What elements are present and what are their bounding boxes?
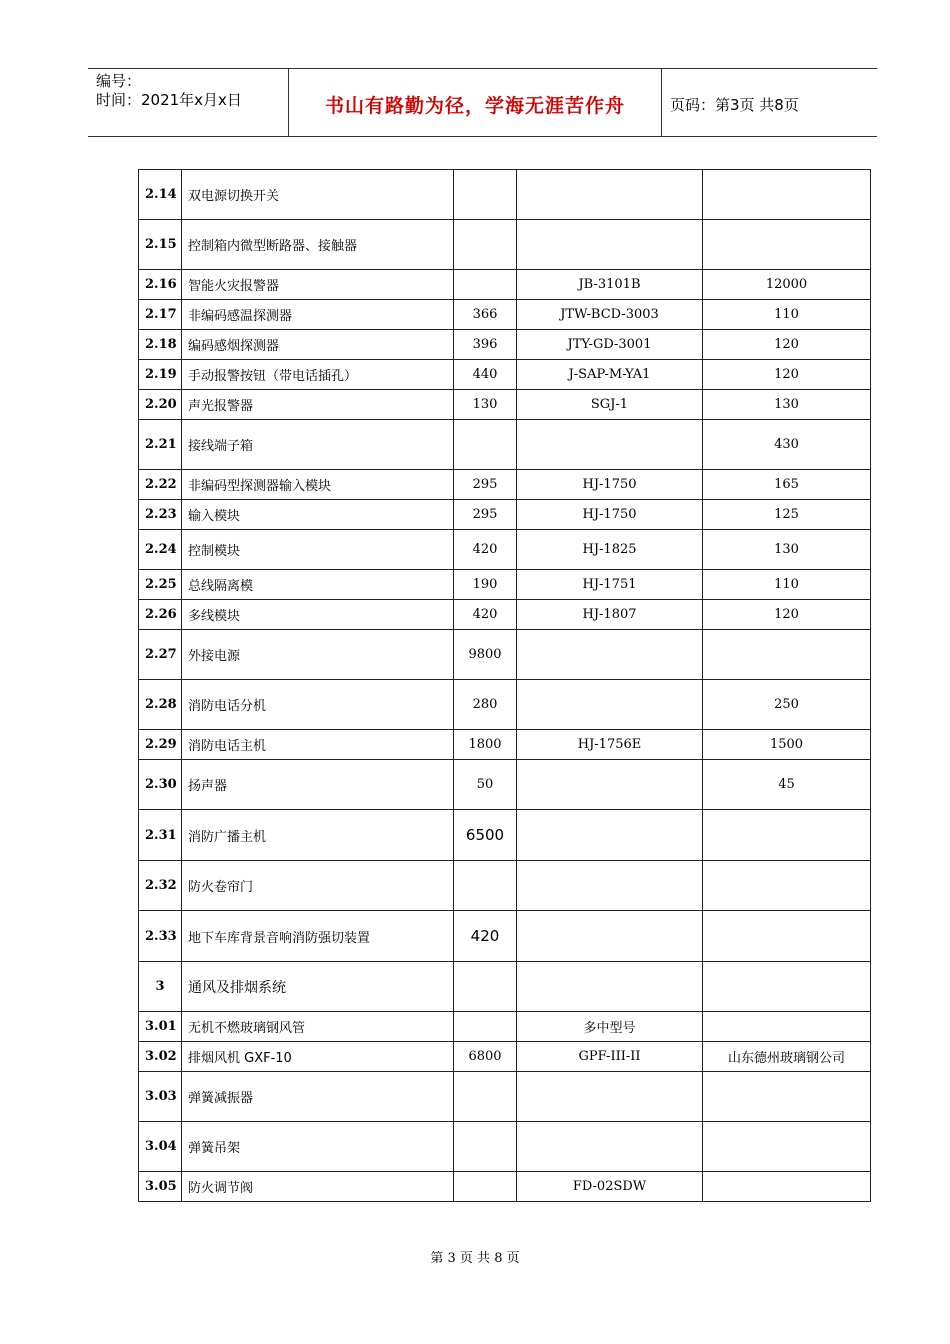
item-model: GPF-III-II xyxy=(517,1042,703,1072)
table-row xyxy=(139,760,871,810)
item-model: HJ-1825 xyxy=(517,530,703,570)
item-note: 45 xyxy=(703,760,871,810)
table-row xyxy=(139,810,871,861)
item-name: 双电源切换开关 xyxy=(182,170,454,220)
item-model xyxy=(517,1122,703,1172)
item-model: J-SAP-M-YA1 xyxy=(517,360,703,390)
item-note xyxy=(703,962,871,1012)
item-number: 2.14 xyxy=(139,170,182,220)
item-model: JTW-BCD-3003 xyxy=(517,300,703,330)
header-top-rule xyxy=(88,68,877,69)
item-value: 1800 xyxy=(454,730,517,760)
item-value: 9800 xyxy=(454,630,517,680)
table-row xyxy=(139,911,871,962)
item-note xyxy=(703,630,871,680)
item-number: 2.24 xyxy=(139,530,182,570)
item-value: 295 xyxy=(454,470,517,500)
item-value xyxy=(454,1172,517,1202)
item-model xyxy=(517,911,703,962)
item-value xyxy=(454,861,517,911)
item-name: 防火调节阀 xyxy=(182,1172,454,1202)
item-name: 接线端子箱 xyxy=(182,420,454,470)
item-model xyxy=(517,861,703,911)
header-divider xyxy=(661,68,662,137)
item-model: HJ-1807 xyxy=(517,600,703,630)
item-model: SGJ-1 xyxy=(517,390,703,420)
table-row xyxy=(139,600,871,630)
item-note xyxy=(703,810,871,861)
item-number: 3.03 xyxy=(139,1072,182,1122)
item-note: 130 xyxy=(703,390,871,420)
item-number: 3.05 xyxy=(139,1172,182,1202)
item-value: 130 xyxy=(454,390,517,420)
item-name: 编码感烟探测器 xyxy=(182,330,454,360)
item-value: 420 xyxy=(454,600,517,630)
item-number: 2.32 xyxy=(139,861,182,911)
item-number: 3.01 xyxy=(139,1012,182,1042)
item-model: JB-3101B xyxy=(517,270,703,300)
item-note: 1500 xyxy=(703,730,871,760)
item-number: 2.33 xyxy=(139,911,182,962)
item-note xyxy=(703,861,871,911)
item-value: 440 xyxy=(454,360,517,390)
item-name: 弹簧减振器 xyxy=(182,1072,454,1122)
table-row xyxy=(139,270,871,300)
item-name: 非编码感温探测器 xyxy=(182,300,454,330)
item-name: 外接电源 xyxy=(182,630,454,680)
item-note xyxy=(703,1122,871,1172)
page-footer: 第 3 页 共 8 页 xyxy=(430,1251,520,1266)
equipment-table xyxy=(138,169,871,1202)
item-model: HJ-1750 xyxy=(517,500,703,530)
item-number: 2.29 xyxy=(139,730,182,760)
item-note: 120 xyxy=(703,600,871,630)
table-row xyxy=(139,530,871,570)
table-row xyxy=(139,1072,871,1122)
item-name: 手动报警按钮（带电话插孔） xyxy=(182,360,454,390)
table-row xyxy=(139,390,871,420)
item-number: 2.31 xyxy=(139,810,182,861)
item-number: 2.23 xyxy=(139,500,182,530)
table-row xyxy=(139,420,871,470)
item-number: 2.16 xyxy=(139,270,182,300)
header-motto: 书山有路勤为径，学海无涯苦作舟 xyxy=(324,95,625,117)
item-number: 2.30 xyxy=(139,760,182,810)
table-row xyxy=(139,500,871,530)
item-model: FD-02SDW xyxy=(517,1172,703,1202)
item-value: 366 xyxy=(454,300,517,330)
item-value xyxy=(454,1122,517,1172)
item-note xyxy=(703,220,871,270)
item-note: 165 xyxy=(703,470,871,500)
item-note xyxy=(703,911,871,962)
item-name: 消防电话分机 xyxy=(182,680,454,730)
item-name: 多线模块 xyxy=(182,600,454,630)
item-model xyxy=(517,680,703,730)
item-value xyxy=(454,420,517,470)
item-number: 2.17 xyxy=(139,300,182,330)
item-value xyxy=(454,962,517,1012)
item-note: 130 xyxy=(703,530,871,570)
item-value: 420 xyxy=(454,911,517,962)
item-note xyxy=(703,1172,871,1202)
item-value: 280 xyxy=(454,680,517,730)
item-number: 2.19 xyxy=(139,360,182,390)
header-bottom-rule xyxy=(88,136,877,137)
table-row xyxy=(139,220,871,270)
item-value xyxy=(454,170,517,220)
item-name: 消防广播主机 xyxy=(182,810,454,861)
item-model: HJ-1756E xyxy=(517,730,703,760)
item-model: HJ-1750 xyxy=(517,470,703,500)
section-title: 通风及排烟系统 xyxy=(182,962,454,1012)
item-number: 3.02 xyxy=(139,1042,182,1072)
item-model xyxy=(517,420,703,470)
item-model xyxy=(517,220,703,270)
item-model: HJ-1751 xyxy=(517,570,703,600)
item-name: 防火卷帘门 xyxy=(182,861,454,911)
table-row xyxy=(139,861,871,911)
table-row xyxy=(139,730,871,760)
item-name: 声光报警器 xyxy=(182,390,454,420)
item-model xyxy=(517,630,703,680)
item-value: 50 xyxy=(454,760,517,810)
item-model xyxy=(517,760,703,810)
table-row xyxy=(139,1012,871,1042)
section-row xyxy=(139,962,871,1012)
item-name: 输入模块 xyxy=(182,500,454,530)
header-meta xyxy=(96,72,242,110)
item-note: 430 xyxy=(703,420,871,470)
item-number: 2.28 xyxy=(139,680,182,730)
item-model xyxy=(517,962,703,1012)
item-name: 地下车库背景音响消防强切装置 xyxy=(182,911,454,962)
table-row xyxy=(139,1122,871,1172)
table-row xyxy=(139,330,871,360)
item-name: 总线隔离模 xyxy=(182,570,454,600)
item-value xyxy=(454,1072,517,1122)
item-note: 120 xyxy=(703,330,871,360)
item-name: 智能火灾报警器 xyxy=(182,270,454,300)
item-value: 396 xyxy=(454,330,517,360)
item-note: 110 xyxy=(703,570,871,600)
item-model xyxy=(517,1072,703,1122)
item-value xyxy=(454,270,517,300)
item-value xyxy=(454,220,517,270)
item-note: 12000 xyxy=(703,270,871,300)
item-note: 110 xyxy=(703,300,871,330)
item-number: 2.27 xyxy=(139,630,182,680)
item-number: 2.25 xyxy=(139,570,182,600)
table-row xyxy=(139,170,871,220)
item-model xyxy=(517,810,703,861)
doc-number-label: 编号： xyxy=(96,72,142,90)
item-name: 消防电话主机 xyxy=(182,730,454,760)
item-note: 125 xyxy=(703,500,871,530)
item-model: 多中型号 xyxy=(517,1012,703,1042)
item-value: 420 xyxy=(454,530,517,570)
item-name: 非编码型探测器输入模块 xyxy=(182,470,454,500)
item-number: 2.22 xyxy=(139,470,182,500)
item-number: 2.20 xyxy=(139,390,182,420)
item-number: 2.21 xyxy=(139,420,182,470)
item-name: 弹簧吊架 xyxy=(182,1122,454,1172)
item-model xyxy=(517,170,703,220)
item-number: 2.18 xyxy=(139,330,182,360)
table-row xyxy=(139,1172,871,1202)
item-value: 190 xyxy=(454,570,517,600)
item-note: 山东德州玻璃钢公司 xyxy=(703,1042,871,1072)
item-note: 250 xyxy=(703,680,871,730)
item-value: 6500 xyxy=(454,810,517,861)
table-row xyxy=(139,630,871,680)
item-note: 120 xyxy=(703,360,871,390)
table-row xyxy=(139,470,871,500)
item-name: 无机不燃玻璃钢风管 xyxy=(182,1012,454,1042)
doc-time-label: 时间：2021年x月x日 xyxy=(96,91,242,109)
item-number: 2.26 xyxy=(139,600,182,630)
table-row xyxy=(139,570,871,600)
item-number: 2.15 xyxy=(139,220,182,270)
table-row xyxy=(139,1042,871,1072)
item-name: 扬声器 xyxy=(182,760,454,810)
item-number: 3.04 xyxy=(139,1122,182,1172)
item-note xyxy=(703,1012,871,1042)
item-value: 295 xyxy=(454,500,517,530)
item-name: 控制箱内微型断路器、接触器 xyxy=(182,220,454,270)
item-note xyxy=(703,1072,871,1122)
section-number: 3 xyxy=(139,962,182,1012)
table-row xyxy=(139,300,871,330)
item-model: JTY-GD-3001 xyxy=(517,330,703,360)
item-name: 排烟风机 GXF-10 xyxy=(182,1042,454,1072)
item-note xyxy=(703,170,871,220)
page-indicator: 页码：第3页 共8页 xyxy=(670,96,799,114)
item-value xyxy=(454,1012,517,1042)
table-row xyxy=(139,680,871,730)
item-value: 6800 xyxy=(454,1042,517,1072)
table-row xyxy=(139,360,871,390)
item-name: 控制模块 xyxy=(182,530,454,570)
